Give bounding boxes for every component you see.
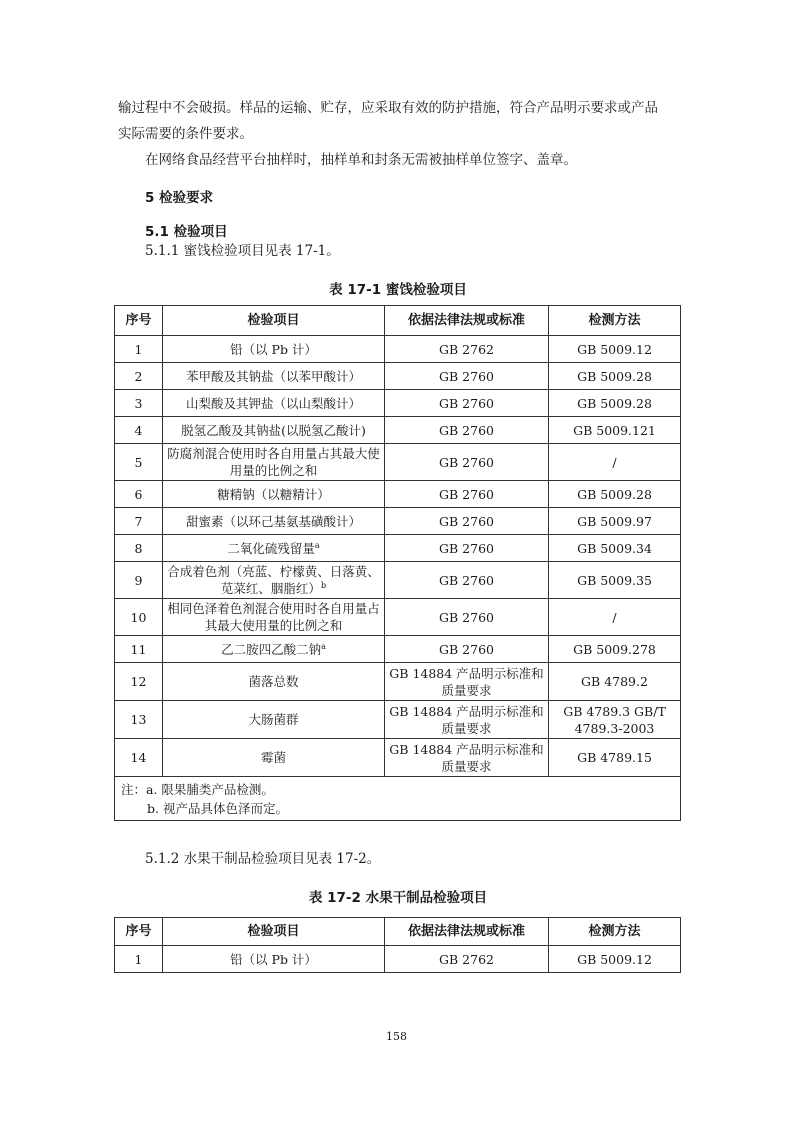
cell-standard (385, 444, 549, 481)
table-2-caption: 表 17-2 水果干制品检验项目 (308, 890, 488, 906)
cell-no (115, 739, 163, 777)
cell-item (163, 390, 385, 417)
cell-method-text: GB 5009.97 (577, 513, 652, 529)
cell-item-text: 甜蜜素（以环己基氨基磺酸计） (185, 513, 361, 529)
cell-item (163, 535, 385, 562)
cell-no-text: 6 (134, 486, 143, 502)
cell-standard (385, 701, 549, 739)
cell-method (549, 701, 681, 739)
cell-no (115, 663, 163, 701)
cell-no (115, 417, 163, 444)
cell-standard-text: GB 2760 (439, 609, 494, 625)
cell-method (549, 663, 681, 701)
cell-no-text: 2 (134, 368, 143, 384)
cell-item-text: 相同色泽着色剂混合使用时各自用量占其最大使用量的比例之和 (167, 601, 380, 633)
table-row (115, 636, 681, 663)
cell-standard-text: GB 2760 (439, 513, 494, 529)
cell-method (549, 390, 681, 417)
cell-no (115, 535, 163, 562)
cell-standard (385, 336, 549, 363)
cell-no-text: 4 (134, 422, 143, 438)
table-row (115, 599, 681, 636)
cell-no (115, 481, 163, 508)
table-1-header-row (115, 306, 681, 336)
cell-method-text: GB 5009.12 (577, 341, 652, 357)
cell-standard-text: GB 2760 (439, 422, 494, 438)
cell-no-text: 12 (130, 674, 147, 689)
intro-line-1: 输过程中不会破损。样品的运输、贮存，应采取有效的防护措施，符合产品明示要求或产品 (118, 100, 658, 116)
column-header-standard: 依据法律法规或标准 (385, 918, 549, 946)
cell-standard-text: GB 14884 产品明示标准和质量要求 (389, 665, 544, 698)
footnote-marker: a (321, 641, 326, 651)
cell-method (549, 363, 681, 390)
cell-item: 铅（以 Pb 计） (163, 946, 385, 973)
section-5-1-1-text: 5.1.1 蜜饯检验项目见表 17-1。 (145, 243, 340, 259)
cell-item-text: 苯甲酸及其钠盐（以苯甲酸计） (185, 368, 361, 384)
cell-no (115, 336, 163, 363)
table-row (115, 363, 681, 390)
cell-standard-text: GB 2760 (439, 368, 494, 384)
table-row (115, 390, 681, 417)
cell-method (549, 336, 681, 363)
footnote-marker: b (320, 580, 327, 590)
footnote-marker: a (314, 540, 320, 550)
cell-standard-text: GB 2760 (439, 486, 494, 502)
cell-item (163, 363, 385, 390)
cell-item (163, 508, 385, 535)
table-1-caption: 表 17-1 蜜饯检验项目 (329, 282, 467, 298)
cell-method-text: GB 4789.15 (577, 750, 652, 765)
cell-method (549, 508, 681, 535)
cell-no-text: 10 (130, 609, 147, 625)
cell-item-text: 乙二胺四乙酸二钠 (221, 641, 322, 657)
cell-method (549, 599, 681, 636)
cell-no: 1 (115, 946, 163, 973)
cell-standard (385, 417, 549, 444)
cell-item (163, 481, 385, 508)
cell-item (163, 599, 385, 636)
cell-item-text: 大肠菌群 (248, 712, 299, 727)
section-5-1-2-text: 5.1.2 水果干制品检验项目见表 17-2。 (145, 851, 381, 867)
cell-method-text: / (612, 609, 617, 625)
cell-method (549, 739, 681, 777)
cell-item-text: 菌落总数 (248, 674, 299, 689)
cell-no (115, 599, 163, 636)
cell-item (163, 663, 385, 701)
cell-no-text: 13 (130, 712, 147, 727)
cell-no (115, 390, 163, 417)
table-2-header-row (115, 918, 681, 946)
cell-item (163, 739, 385, 777)
cell-item-text: 脱氢乙酸及其钠盐(以脱氢乙酸计) (181, 422, 366, 438)
column-header-method: 检测方法 (549, 306, 681, 336)
cell-standard (385, 481, 549, 508)
cell-item (163, 701, 385, 739)
cell-method-text: / (612, 454, 617, 470)
table-row (115, 946, 681, 973)
table-row (115, 336, 681, 363)
cell-item-text: 糖精钠（以糖精计） (217, 486, 330, 502)
intro-line-2: 实际需要的条件要求。 (118, 126, 253, 142)
cell-standard-text: GB 14884 产品明示标准和质量要求 (389, 703, 544, 736)
cell-no-text: 5 (134, 454, 143, 470)
cell-method (549, 562, 681, 599)
cell-item-text: 二氧化硫残留量 (227, 540, 315, 556)
cell-standard (385, 663, 549, 701)
cell-method-text: GB 5009.34 (577, 540, 652, 556)
cell-no-text: 3 (134, 395, 143, 411)
cell-standard-text: GB 2760 (439, 540, 494, 556)
cell-item-text: 霉菌 (260, 750, 286, 765)
table-row (115, 444, 681, 481)
table-row (115, 739, 681, 777)
cell-no-text: 11 (130, 641, 147, 657)
cell-item (163, 417, 385, 444)
cell-item (163, 444, 385, 481)
cell-no (115, 508, 163, 535)
cell-no-text: 1 (134, 341, 143, 357)
column-header-item: 检验项目 (163, 306, 385, 336)
cell-standard-text: GB 2760 (439, 572, 494, 588)
cell-method-text: GB 4789.3 GB/T 4789.3-2003 (563, 703, 666, 736)
cell-method-text: GB 5009.35 (577, 572, 652, 588)
cell-method-text: GB 5009.121 (573, 422, 656, 438)
cell-standard-text: GB 2762 (439, 341, 494, 357)
cell-standard (385, 390, 549, 417)
cell-method-text: GB 5009.28 (577, 368, 652, 384)
cell-standard (385, 739, 549, 777)
table-row (115, 481, 681, 508)
table-1-note-row (115, 777, 681, 821)
cell-method (549, 481, 681, 508)
table-row (115, 417, 681, 444)
cell-item (163, 636, 385, 663)
column-header-no: 序号 (115, 306, 163, 336)
table-1 (114, 305, 681, 821)
cell-no-text: 9 (134, 572, 143, 588)
cell-item (163, 562, 385, 599)
cell-standard-text: GB 2760 (439, 395, 494, 411)
table-row (115, 535, 681, 562)
cell-no-text: 14 (130, 750, 147, 765)
cell-method (549, 417, 681, 444)
cell-standard (385, 599, 549, 636)
note-a: 注：a. 限果脯类产品检测。 (121, 781, 274, 797)
section-5-heading: 5 检验要求 (145, 190, 214, 206)
column-header-standard: 依据法律法规或标准 (385, 306, 549, 336)
cell-method (549, 444, 681, 481)
note-b: b. 视产品具体色泽而定。 (147, 800, 288, 816)
column-header-item: 检验项目 (163, 918, 385, 946)
table-1-notes (115, 777, 681, 821)
cell-standard (385, 363, 549, 390)
cell-standard (385, 535, 549, 562)
cell-method-text: GB 5009.278 (573, 641, 656, 657)
cell-standard (385, 636, 549, 663)
column-header-no: 序号 (115, 918, 163, 946)
cell-no (115, 363, 163, 390)
cell-standard-text: GB 14884 产品明示标准和质量要求 (389, 741, 544, 774)
page-number: 158 (386, 1030, 407, 1043)
cell-item-text: 防腐剂混合使用时各自用量占其最大使用量的比例之和 (167, 446, 380, 478)
cell-standard: GB 2762 (385, 946, 549, 973)
column-header-method: 检测方法 (549, 918, 681, 946)
section-5-1-heading: 5.1 检验项目 (145, 224, 228, 240)
cell-standard-text: GB 2760 (439, 641, 494, 657)
cell-method-text: GB 5009.28 (577, 395, 652, 411)
cell-no (115, 701, 163, 739)
cell-method-text: GB 5009.28 (577, 486, 652, 502)
cell-no-text: 7 (134, 513, 143, 529)
table-2 (114, 917, 681, 973)
cell-item-text: 铅（以 Pb 计） (230, 341, 317, 357)
cell-method-text: GB 4789.2 (581, 674, 648, 689)
cell-no-text: 8 (134, 540, 143, 556)
table-row (115, 508, 681, 535)
cell-method: GB 5009.12 (549, 946, 681, 973)
cell-method (549, 535, 681, 562)
cell-standard (385, 508, 549, 535)
cell-item-text: 山梨酸及其钾盐（以山梨酸计） (185, 395, 361, 411)
cell-no (115, 562, 163, 599)
cell-standard-text: GB 2760 (439, 454, 494, 470)
cell-item (163, 336, 385, 363)
cell-standard (385, 562, 549, 599)
table-row (115, 663, 681, 701)
cell-no (115, 444, 163, 481)
table-row (115, 562, 681, 599)
intro-line-3: 在网络食品经营平台抽样时，抽样单和封条无需被抽样单位签字、盖章。 (145, 152, 577, 168)
table-row (115, 701, 681, 739)
cell-item-text: 合成着色剂（亮蓝、柠檬黄、日落黄、苋菜红、胭脂红） (167, 564, 380, 596)
cell-method (549, 636, 681, 663)
cell-no (115, 636, 163, 663)
